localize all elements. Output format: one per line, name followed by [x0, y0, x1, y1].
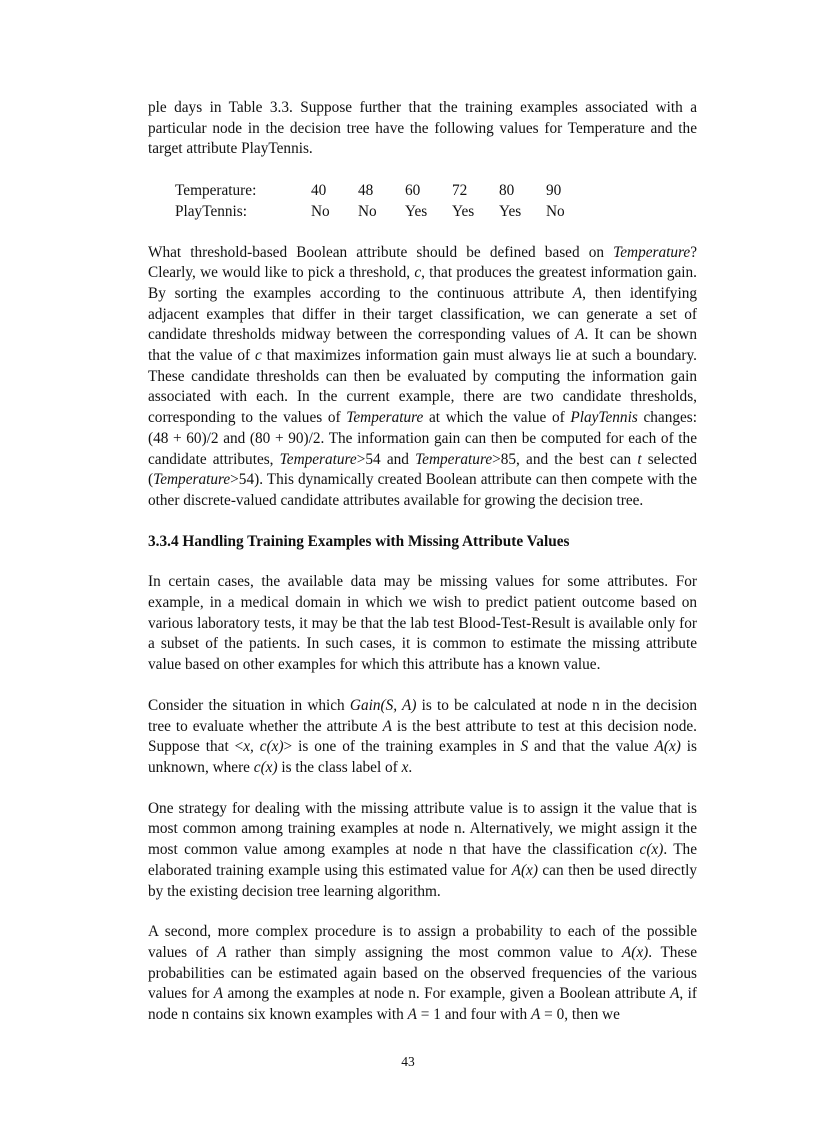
- table-cell: No: [311, 202, 330, 220]
- table-cell: 60: [405, 182, 421, 200]
- table-cell: No: [546, 202, 565, 220]
- intro-paragraph: ple days in Table 3.3. Suppose further that the training examples associated with a particular node in the decision tree have the following values for Temperature and the target attribute PlayTennis.: [148, 99, 697, 158]
- table-cell: 80: [499, 182, 515, 200]
- strategy-paragraph: One strategy for dealing with the missing attribute value is to assign it the value that is most common among training examples at node n. Alternatively, we might assign it the most common value among examples at node n that have the classification c(x). The elaborated training example using this estimated value for A(x) can then be used directly by the existing decision tree learning algorithm.: [148, 799, 698, 900]
- table-row: [175, 202, 593, 223]
- table-cell: 90: [546, 182, 562, 200]
- gain-paragraph: Consider the situation in which Gain(S, A) is to be calculated at node n in the decision tree to evaluate whether the attribute A is the best attribute to test at this decision node. Suppose that <x, c(x)> is one of the training examples in S and that the value A(x) is unknown, where c(x) is the class label of x.: [148, 696, 698, 776]
- section-heading: 3.3.4 Handling Training Examples with Missing Attribute Values: [148, 532, 570, 550]
- threshold-paragraph: What threshold-based Boolean attribute should be defined based on Temperature? Clearly, we would like to pick a threshold, c, that produces the greatest information gain. By sorting the examples according to the continuous attribute A, then identifying adjacent examples that differ in their target classification, we can generate a set of candidate thresholds midway between the corresponding values of A. It can be shown that the value of c that maximizes information gain must always lie at such a boundary. These candidate thresholds can then be evaluated by computing the information gain associated with each. In the current example, there are two candidate thresholds, corresponding to the values of Temperature at which the value of PlayTennis changes: (48 + 60)/2 and (80 + 90)/2. The information gain can then be computed for each of the candidate attributes, Temperature>54 and Temperature>85, and the best can t selected (Temperature>54). This dynamically created Boolean attribute can then compete with the other discrete-valued candidate attributes available for growing the decision tree.: [148, 243, 697, 509]
- row-label: Temperature:: [175, 182, 257, 200]
- page-body: [148, 98, 697, 1026]
- page-number: 43: [401, 1054, 415, 1069]
- probability-paragraph: A second, more complex procedure is to assign a probability to each of the possible values of A rather than simply assigning the most common value to A(x). These probabilities can be estimated again based on the observed frequencies of the various values for A among the examples at node n. For example, given a Boolean attribute A, if node n contains six known examples with A = 1 and four with A = 0, then we: [148, 923, 697, 1024]
- table-cell: Yes: [499, 202, 522, 220]
- table-row: [175, 181, 593, 202]
- table-cell: 48: [358, 182, 374, 200]
- table-cell: 40: [311, 182, 327, 200]
- temperature-table: [175, 181, 593, 222]
- table-cell: Yes: [452, 202, 475, 220]
- row-label: PlayTennis:: [175, 202, 248, 220]
- table-cell: Yes: [405, 202, 428, 220]
- table-cell: No: [358, 202, 377, 220]
- table-cell: 72: [452, 182, 468, 200]
- missing-values-paragraph: In certain cases, the available data may be missing values for some attributes. For example, in a medical domain in which we wish to predict patient outcome based on various laboratory tests, it may be that the lab test Blood-Test-Result is available only for a subset of the patients. In such cases, it is common to estimate the missing attribute value based on other examples for which this attribute has a known value.: [148, 573, 697, 674]
